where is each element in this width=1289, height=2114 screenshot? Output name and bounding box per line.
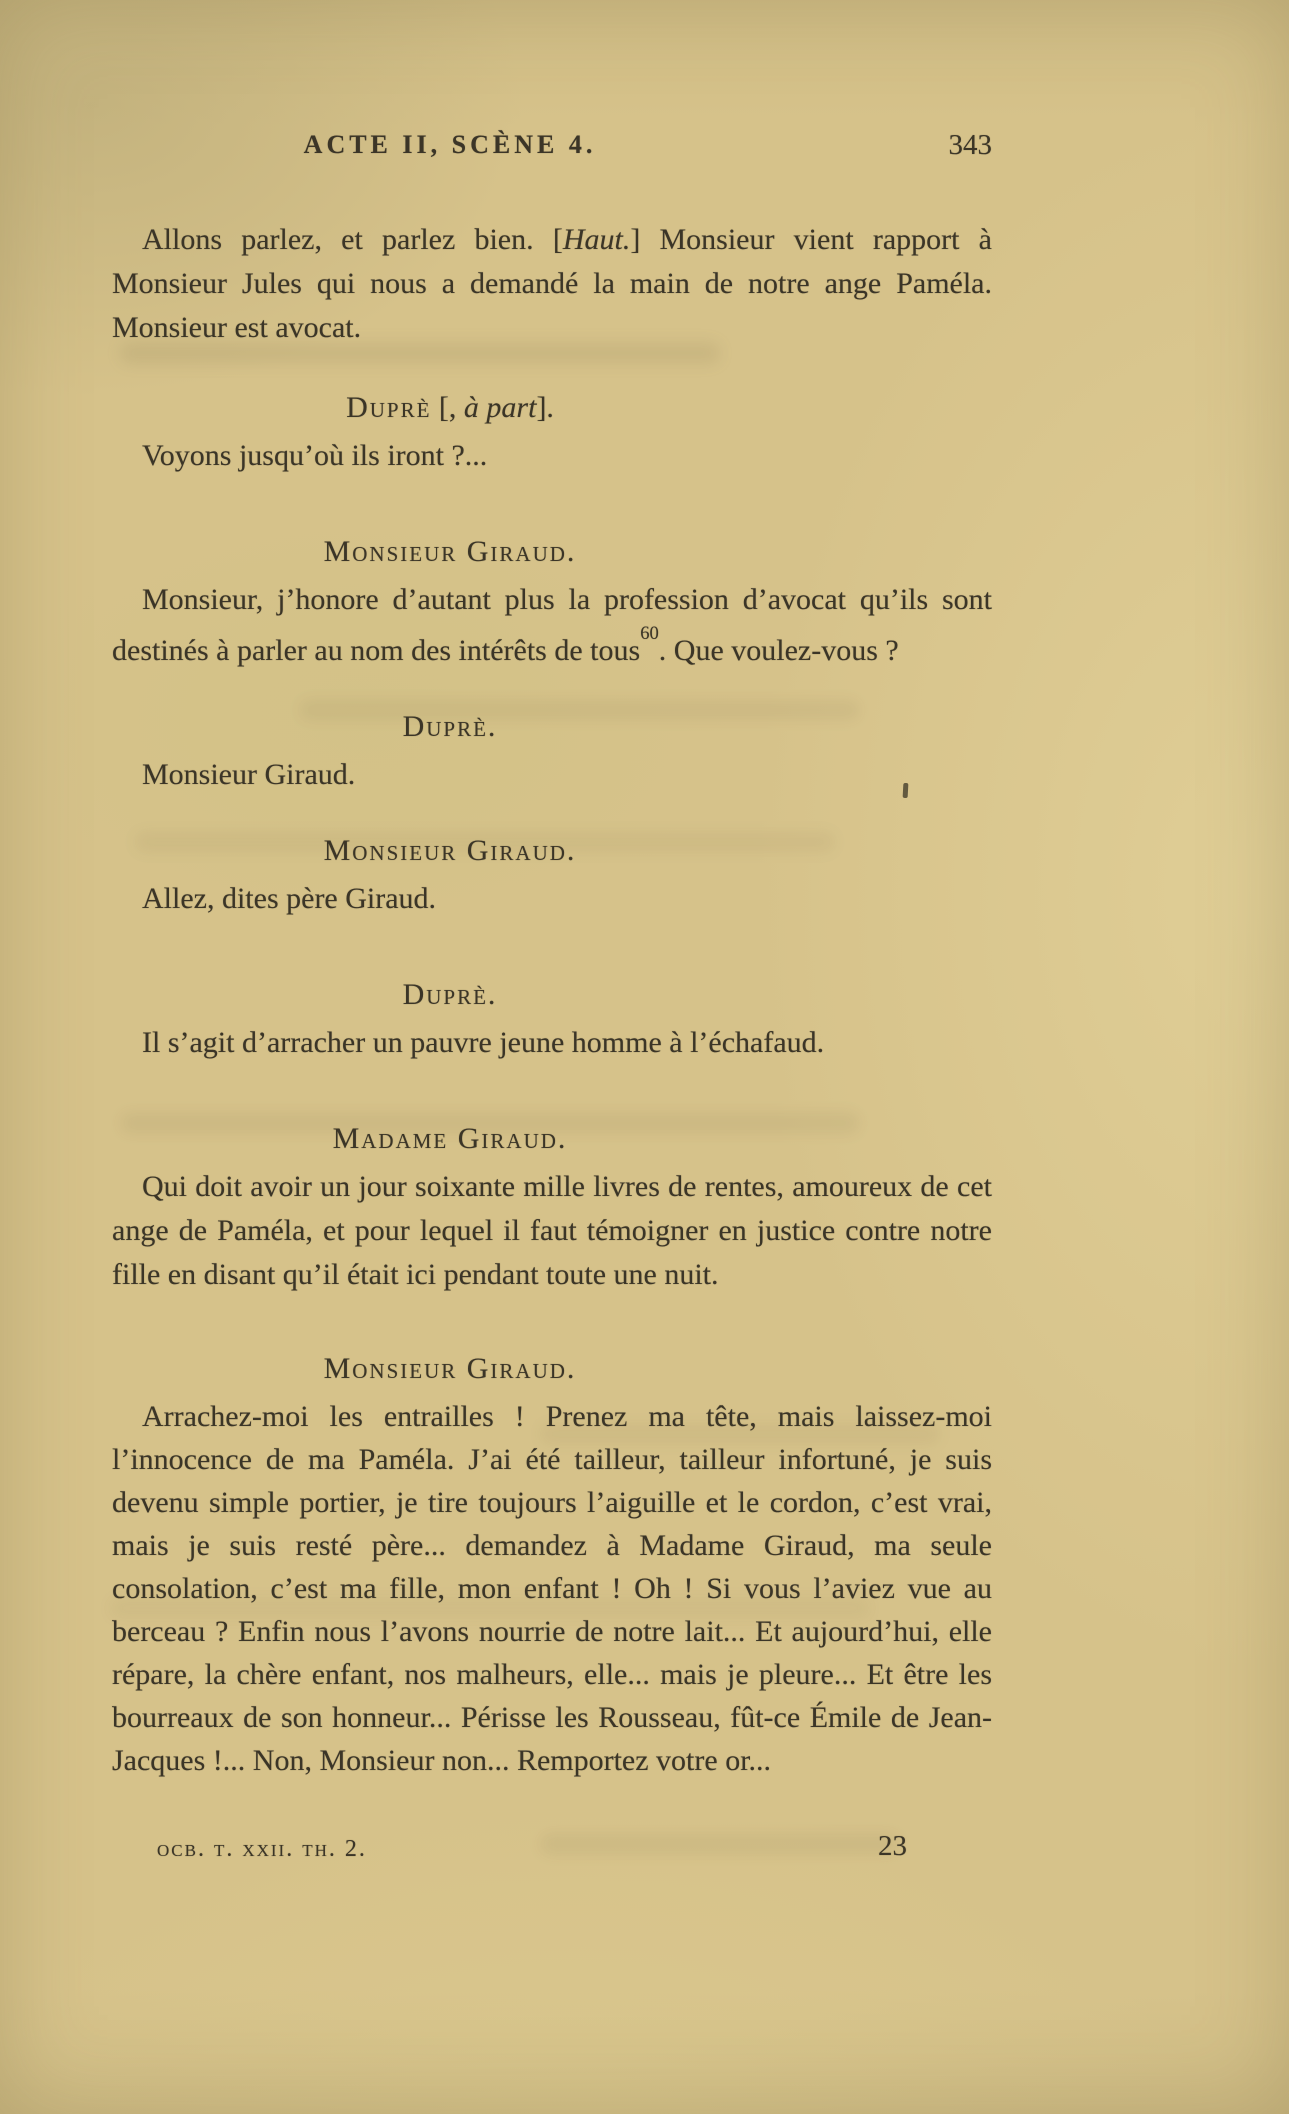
printer-signature: ocb. t. xxii. th. 2. <box>157 1836 367 1862</box>
speaker-heading-monsieur-giraud-3: Monsieur Giraud. <box>323 1352 577 1385</box>
speech-text: ] Monsieur vient rapport à Monsieur Jules qui nous a demandé la main de notre ange Paméla. Monsieur est avocat. <box>112 223 992 344</box>
speech-paragraph: Voyons jusqu’où ils iront ?... <box>142 439 488 472</box>
gathering-number: 23 <box>878 1830 907 1862</box>
speaker-heading-madame-giraud: Madame Giraud. <box>332 1122 568 1155</box>
speech-paragraph: Il s’agit d’arracher un pauvre jeune homme à l’échafaud. <box>142 1026 825 1059</box>
running-head <box>112 128 992 162</box>
page-footer <box>112 1830 992 1870</box>
speaker-heading-dupre-2: Duprè. <box>402 978 498 1011</box>
speech-text: . Que voulez-vous ? <box>658 634 899 667</box>
speaker-heading-dupre-apart <box>112 386 992 430</box>
running-head-title: ACTE II, SCÈNE 4. <box>303 130 597 159</box>
stray-ink-mark <box>903 783 909 798</box>
speech-paragraph <box>112 578 992 673</box>
stage-direction: Haut. <box>562 223 631 256</box>
footnote-marker: 60 <box>640 622 659 644</box>
stage-direction: à part <box>463 391 537 424</box>
speech-paragraph: Arrachez-moi les entrailles ! Prenez ma tête, mais laissez-moi l’innocence de ma Paméla. J’ai été tailleur, tailleur infortuné, je suis devenu simple portier, je tire toujours l’aiguille et le cordon, c’est vrai, mais je suis resté père... demandez à Madame Giraud, ma seule consolation, c’est ma fille, mon enfant ! Oh ! Si vous l’aviez vue au berceau ? Enfin nous l’avons nourrie de notre lait... Et aujourd’hui, elle répare, la chère enfant, nos malheurs, elle... mais je pleure... Et être les bourreaux de son honneur... Périsse les Rousseau, fût-ce Émile de Jean-Jacques !... Non, Monsieur non... Remportez votre or... <box>112 1400 992 1777</box>
text-block <box>112 128 992 1782</box>
speaker-heading-dupre-1: Duprè. <box>402 710 498 743</box>
speech-paragraph <box>112 218 992 350</box>
bracket-text: [, <box>431 391 464 424</box>
speech-text: Allons parlez, et parlez bien. [ <box>142 223 563 256</box>
speech-paragraph: Monsieur Giraud. <box>142 758 356 791</box>
speaker-name: Duprè <box>346 391 432 424</box>
speech-text: Monsieur, j’honore d’autant plus la profession d’avocat qu’ils sont destinés à parler au nom des intérêts de tous <box>112 583 992 667</box>
page-number: 343 <box>948 129 992 161</box>
bracket-text: ]. <box>536 391 554 424</box>
speaker-heading-monsieur-giraud-2: Monsieur Giraud. <box>323 834 577 867</box>
speech-paragraph: Qui doit avoir un jour soixante mille livres de rentes, amoureux de cet ange de Paméla, et pour lequel il faut témoigner en justice contre notre fille en disant qu’il était ici pendant toute une nuit. <box>112 1170 992 1291</box>
speaker-heading-monsieur-giraud-1: Monsieur Giraud. <box>323 535 577 568</box>
speech-paragraph: Allez, dites père Giraud. <box>142 882 437 915</box>
